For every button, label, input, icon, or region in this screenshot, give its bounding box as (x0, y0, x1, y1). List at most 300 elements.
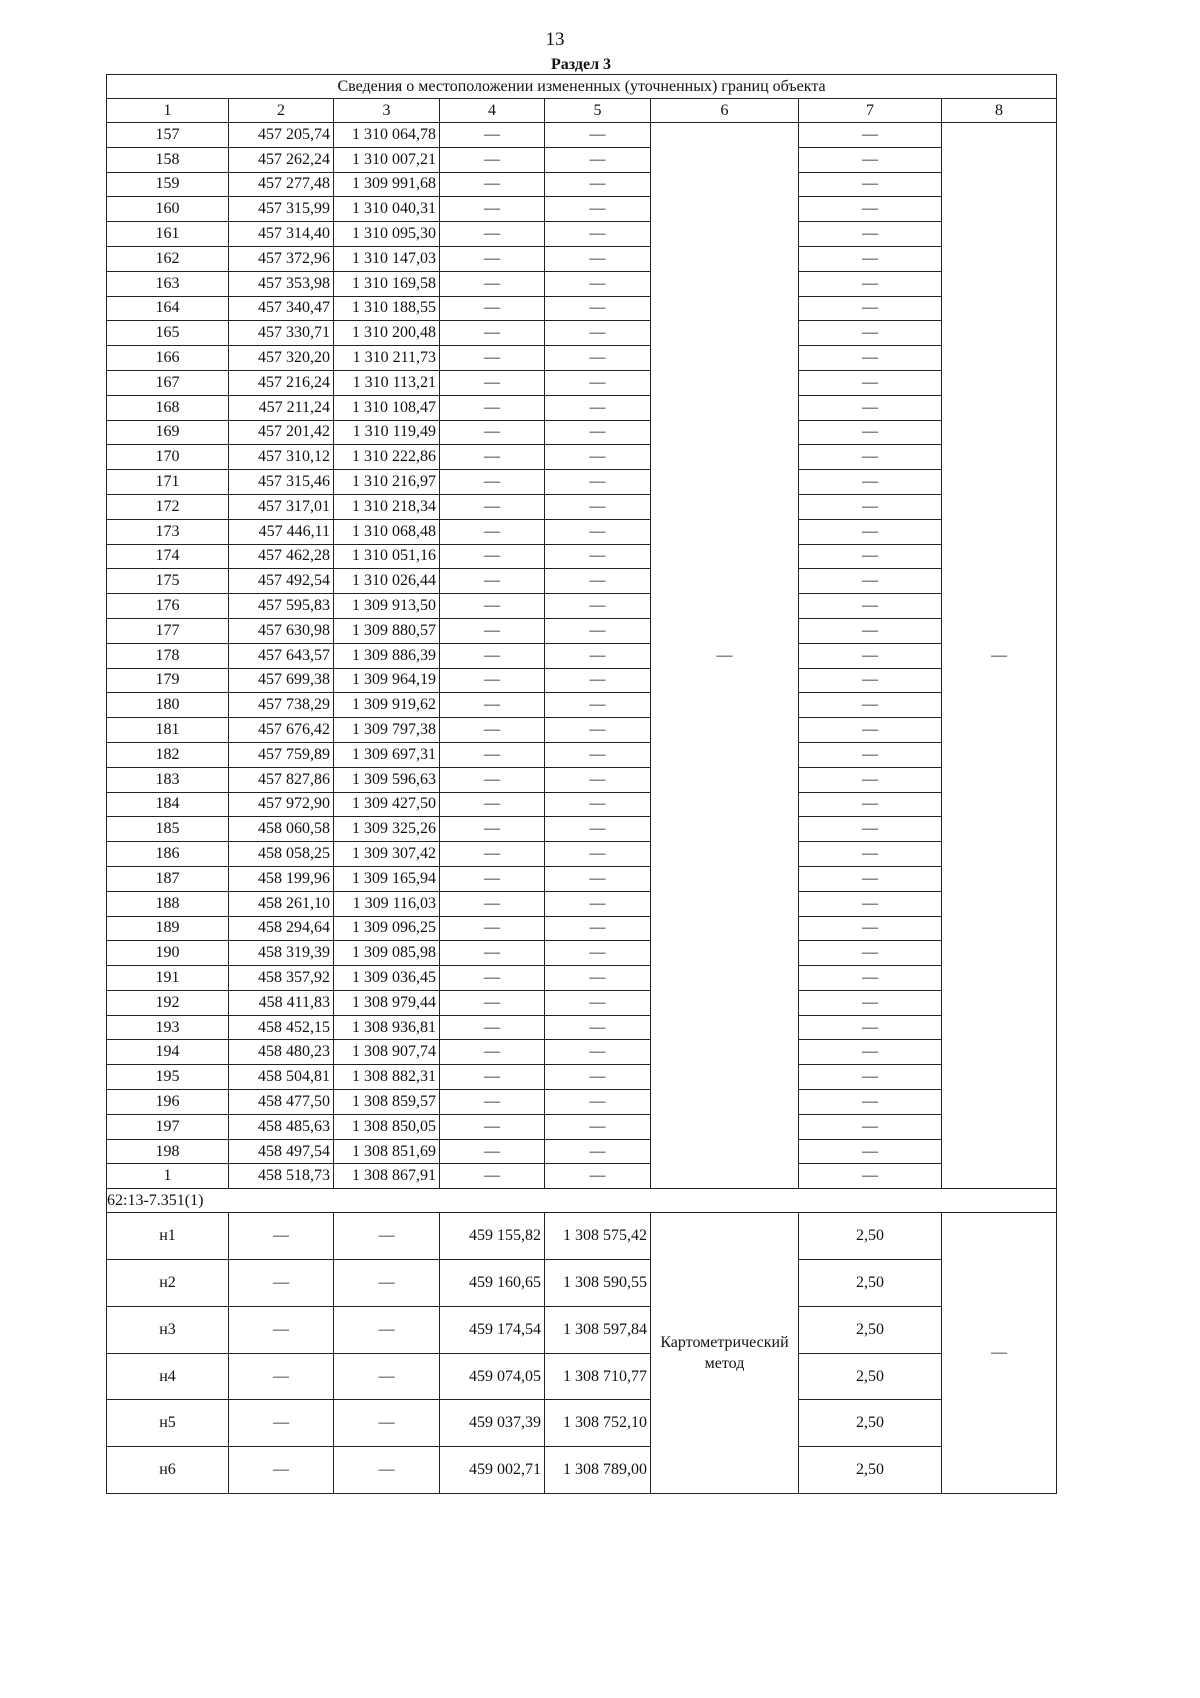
table-row (107, 520, 1057, 545)
coord-x-old: — (229, 1307, 334, 1354)
column-number: 4 (440, 99, 545, 123)
accuracy-cell: — (799, 1040, 942, 1065)
coord-x-old: 458 485,63 (229, 1115, 334, 1140)
coord-y-new: — (545, 817, 651, 842)
point-number: 178 (107, 644, 229, 669)
coord-y-old: 1 310 068,48 (334, 520, 440, 545)
coord-y-old: 1 310 188,55 (334, 297, 440, 322)
coord-y-old: 1 310 147,03 (334, 247, 440, 272)
coord-x-new: — (440, 1164, 545, 1189)
point-number: 184 (107, 793, 229, 818)
coord-y-new: — (545, 966, 651, 991)
column-number: 3 (334, 99, 440, 123)
coord-y-new: — (545, 867, 651, 892)
coord-y-old: 1 310 064,78 (334, 123, 440, 148)
accuracy-cell: — (799, 1090, 942, 1115)
coord-x-old: 457 759,89 (229, 743, 334, 768)
table-row (107, 346, 1057, 371)
coord-x-old: 457 630,98 (229, 619, 334, 644)
accuracy-cell: — (799, 222, 942, 247)
parcel-label: 62:13-7.351(1) (107, 1189, 1057, 1213)
accuracy-cell: — (799, 148, 942, 173)
coord-y-new: 1 308 752,10 (545, 1400, 651, 1447)
table-row (107, 545, 1057, 570)
table-row (107, 842, 1057, 867)
table-row (107, 1213, 1057, 1260)
accuracy-cell: — (799, 842, 942, 867)
coord-x-new: — (440, 445, 545, 470)
coord-y-new: 1 308 590,55 (545, 1260, 651, 1307)
point-number: 198 (107, 1140, 229, 1165)
coord-x-old: 457 492,54 (229, 569, 334, 594)
table-row (107, 793, 1057, 818)
table-row (107, 619, 1057, 644)
accuracy-cell: 2,50 (799, 1447, 942, 1494)
accuracy-cell: — (799, 793, 942, 818)
coord-x-new: — (440, 569, 545, 594)
coord-x-new: — (440, 495, 545, 520)
table-row (107, 371, 1057, 396)
coord-x-old: 458 058,25 (229, 842, 334, 867)
coord-x-new: — (440, 247, 545, 272)
table-row (107, 669, 1057, 694)
point-number: н6 (107, 1447, 229, 1494)
table-row (107, 917, 1057, 942)
coord-y-new: — (545, 297, 651, 322)
boundary-table (106, 74, 1057, 1494)
coord-y-new: 1 308 597,84 (545, 1307, 651, 1354)
table-row (107, 495, 1057, 520)
coord-y-new: — (545, 123, 651, 148)
coord-x-new: — (440, 371, 545, 396)
coord-x-old: 457 827,86 (229, 768, 334, 793)
coord-x-old: 457 699,38 (229, 669, 334, 694)
coord-x-old: — (229, 1400, 334, 1447)
coord-y-old: 1 309 096,25 (334, 917, 440, 942)
coord-x-old: 457 211,24 (229, 396, 334, 421)
coord-x-old: 457 372,96 (229, 247, 334, 272)
accuracy-cell: — (799, 966, 942, 991)
coord-y-new: — (545, 470, 651, 495)
point-number: 163 (107, 272, 229, 297)
coord-y-old: 1 309 913,50 (334, 594, 440, 619)
coord-y-old: 1 309 919,62 (334, 693, 440, 718)
parcel-row (107, 1189, 1057, 1213)
table-row (107, 1115, 1057, 1140)
accuracy-cell: — (799, 197, 942, 222)
table-row (107, 693, 1057, 718)
coord-y-new: — (545, 941, 651, 966)
table-row (107, 817, 1057, 842)
coord-x-new: — (440, 619, 545, 644)
accuracy-cell: — (799, 941, 942, 966)
coord-x-new: — (440, 1140, 545, 1165)
coord-x-new: — (440, 793, 545, 818)
point-number: н1 (107, 1213, 229, 1260)
coord-y-new: 1 308 710,77 (545, 1354, 651, 1401)
point-number: 174 (107, 545, 229, 570)
point-number: 158 (107, 148, 229, 173)
coord-y-new: — (545, 917, 651, 942)
accuracy-cell: — (799, 718, 942, 743)
point-number: н5 (107, 1400, 229, 1447)
coord-x-new: — (440, 768, 545, 793)
coord-y-new: — (545, 693, 651, 718)
coord-y-old: 1 310 119,49 (334, 421, 440, 446)
point-number: 160 (107, 197, 229, 222)
table-row (107, 1447, 1057, 1494)
point-number: 175 (107, 569, 229, 594)
coord-x-old: — (229, 1213, 334, 1260)
coord-x-old: 458 294,64 (229, 917, 334, 942)
point-number: 159 (107, 173, 229, 198)
accuracy-cell: 2,50 (799, 1213, 942, 1260)
column-number: 7 (799, 99, 942, 123)
table-row (107, 321, 1057, 346)
coord-x-new: — (440, 148, 545, 173)
coord-x-old: 457 595,83 (229, 594, 334, 619)
coord-y-old: — (334, 1213, 440, 1260)
table-row (107, 197, 1057, 222)
section-title: Раздел 3 (550, 56, 612, 73)
accuracy-cell: — (799, 569, 942, 594)
page-number: 13 (545, 29, 565, 50)
method-cell: — (651, 123, 799, 1189)
coord-y-old: 1 310 169,58 (334, 272, 440, 297)
coord-x-new: — (440, 892, 545, 917)
accuracy-cell: — (799, 669, 942, 694)
coord-x-old: 457 315,46 (229, 470, 334, 495)
coord-x-old: 458 411,83 (229, 991, 334, 1016)
coord-y-new: — (545, 396, 651, 421)
coord-y-old: 1 309 880,57 (334, 619, 440, 644)
coord-y-old: 1 309 085,98 (334, 941, 440, 966)
coord-y-old: — (334, 1400, 440, 1447)
coord-x-new: — (440, 917, 545, 942)
coord-y-new: — (545, 991, 651, 1016)
coord-y-new: — (545, 768, 651, 793)
coord-y-old: 1 310 211,73 (334, 346, 440, 371)
coord-x-new: — (440, 545, 545, 570)
table-row (107, 445, 1057, 470)
coord-x-old: 458 199,96 (229, 867, 334, 892)
coord-y-new: 1 308 789,00 (545, 1447, 651, 1494)
coord-y-new: — (545, 346, 651, 371)
point-number: 179 (107, 669, 229, 694)
point-number: н4 (107, 1354, 229, 1401)
point-number: 177 (107, 619, 229, 644)
coord-y-old: — (334, 1307, 440, 1354)
coord-y-old: 1 309 697,31 (334, 743, 440, 768)
coord-y-new: — (545, 222, 651, 247)
point-number: н3 (107, 1307, 229, 1354)
coord-x-old: 457 216,24 (229, 371, 334, 396)
point-number: 157 (107, 123, 229, 148)
coord-y-new: — (545, 669, 651, 694)
coord-y-new: — (545, 173, 651, 198)
accuracy-cell: — (799, 743, 942, 768)
coord-x-new: — (440, 1065, 545, 1090)
point-number: 171 (107, 470, 229, 495)
point-number: 172 (107, 495, 229, 520)
accuracy-cell: — (799, 371, 942, 396)
table-row (107, 123, 1057, 148)
point-number: 180 (107, 693, 229, 718)
coord-x-new: — (440, 470, 545, 495)
coord-y-old: 1 309 036,45 (334, 966, 440, 991)
point-number: 167 (107, 371, 229, 396)
coord-y-new: — (545, 371, 651, 396)
point-number: 166 (107, 346, 229, 371)
coord-x-new: — (440, 1040, 545, 1065)
coord-y-new: — (545, 793, 651, 818)
coord-y-old: — (334, 1260, 440, 1307)
coord-y-new: — (545, 545, 651, 570)
coord-x-new: — (440, 272, 545, 297)
coord-x-old: 458 518,73 (229, 1164, 334, 1189)
accuracy-cell: — (799, 321, 942, 346)
table-row (107, 1354, 1057, 1401)
coord-x-new: — (440, 693, 545, 718)
coord-y-old: 1 309 307,42 (334, 842, 440, 867)
coord-x-old: 458 477,50 (229, 1090, 334, 1115)
accuracy-cell: 2,50 (799, 1307, 942, 1354)
coord-x-old: 458 504,81 (229, 1065, 334, 1090)
coord-y-old: 1 308 907,74 (334, 1040, 440, 1065)
coord-y-old: 1 310 113,21 (334, 371, 440, 396)
table-row (107, 173, 1057, 198)
point-number: 173 (107, 520, 229, 545)
point-number: 191 (107, 966, 229, 991)
coord-x-old: — (229, 1260, 334, 1307)
accuracy-cell: — (799, 247, 942, 272)
column-number: 2 (229, 99, 334, 123)
table-row (107, 1090, 1057, 1115)
coord-y-new: — (545, 619, 651, 644)
coord-y-new: — (545, 644, 651, 669)
point-number: 182 (107, 743, 229, 768)
coord-x-old: 458 357,92 (229, 966, 334, 991)
accuracy-cell: — (799, 445, 942, 470)
column-number: 5 (545, 99, 651, 123)
table-row (107, 1065, 1057, 1090)
table-row (107, 1307, 1057, 1354)
coord-x-old: 458 497,54 (229, 1140, 334, 1165)
coord-x-new: — (440, 594, 545, 619)
coord-x-new: 459 074,05 (440, 1354, 545, 1401)
coord-y-old: 1 310 095,30 (334, 222, 440, 247)
table-title: Сведения о местоположении измененных (уточненных) границ объекта (107, 75, 1057, 99)
column-number: 1 (107, 99, 229, 123)
coord-x-new: — (440, 321, 545, 346)
column-number-row (107, 99, 1057, 123)
coord-x-new: — (440, 197, 545, 222)
coord-y-old: 1 310 200,48 (334, 321, 440, 346)
point-number: 162 (107, 247, 229, 272)
coord-x-new: — (440, 644, 545, 669)
coord-x-old: 457 462,28 (229, 545, 334, 570)
point-number: 170 (107, 445, 229, 470)
coord-x-old: 457 317,01 (229, 495, 334, 520)
coord-x-old: — (229, 1354, 334, 1401)
point-number: 164 (107, 297, 229, 322)
table-row (107, 272, 1057, 297)
coord-x-new: — (440, 222, 545, 247)
coord-x-old: 457 446,11 (229, 520, 334, 545)
coord-y-old: 1 310 007,21 (334, 148, 440, 173)
coord-x-new: — (440, 718, 545, 743)
table-row (107, 594, 1057, 619)
point-number: 188 (107, 892, 229, 917)
coord-x-new: — (440, 421, 545, 446)
point-number: 176 (107, 594, 229, 619)
coord-y-new: 1 308 575,42 (545, 1213, 651, 1260)
coord-x-old: 458 319,39 (229, 941, 334, 966)
coord-x-new: 459 174,54 (440, 1307, 545, 1354)
table-row (107, 966, 1057, 991)
coord-y-new: — (545, 495, 651, 520)
point-number: 169 (107, 421, 229, 446)
table-row (107, 1164, 1057, 1189)
coord-x-new: — (440, 669, 545, 694)
coord-y-old: 1 309 964,19 (334, 669, 440, 694)
coord-y-old: 1 309 991,68 (334, 173, 440, 198)
accuracy-cell: — (799, 1115, 942, 1140)
coord-y-new: — (545, 321, 651, 346)
coord-y-new: — (545, 421, 651, 446)
point-number: 193 (107, 1016, 229, 1041)
table-row (107, 718, 1057, 743)
table-row (107, 1260, 1057, 1307)
coord-x-old: 457 205,74 (229, 123, 334, 148)
accuracy-cell: — (799, 297, 942, 322)
coord-x-old: 457 262,24 (229, 148, 334, 173)
coord-y-old: 1 310 216,97 (334, 470, 440, 495)
table-row (107, 1040, 1057, 1065)
accuracy-cell: — (799, 917, 942, 942)
accuracy-cell: — (799, 619, 942, 644)
table-row (107, 297, 1057, 322)
table-row (107, 644, 1057, 669)
coord-y-old: 1 310 108,47 (334, 396, 440, 421)
point-number: 189 (107, 917, 229, 942)
coord-x-new: — (440, 1016, 545, 1041)
method-cell: Картометрический метод (651, 1213, 799, 1494)
coord-x-old: 457 972,90 (229, 793, 334, 818)
coord-x-old: 458 452,15 (229, 1016, 334, 1041)
coord-x-new: — (440, 1090, 545, 1115)
accuracy-cell: — (799, 173, 942, 198)
table-row (107, 892, 1057, 917)
coord-x-new: 459 160,65 (440, 1260, 545, 1307)
point-number: 168 (107, 396, 229, 421)
coord-x-old: 458 060,58 (229, 817, 334, 842)
coord-x-old: — (229, 1447, 334, 1494)
table-row (107, 470, 1057, 495)
coord-y-old: 1 308 882,31 (334, 1065, 440, 1090)
accuracy-cell: — (799, 991, 942, 1016)
coord-x-new: — (440, 396, 545, 421)
table-row (107, 1400, 1057, 1447)
coord-y-new: — (545, 148, 651, 173)
coord-y-old: 1 308 850,05 (334, 1115, 440, 1140)
coord-y-new: — (545, 743, 651, 768)
coord-y-old: 1 310 051,16 (334, 545, 440, 570)
coord-x-old: 457 738,29 (229, 693, 334, 718)
table-row (107, 743, 1057, 768)
coord-y-old: 1 310 222,86 (334, 445, 440, 470)
point-number: 197 (107, 1115, 229, 1140)
accuracy-cell: — (799, 470, 942, 495)
coord-x-old: 457 314,40 (229, 222, 334, 247)
point-number: 186 (107, 842, 229, 867)
coord-x-old: 457 643,57 (229, 644, 334, 669)
coord-y-old: — (334, 1354, 440, 1401)
accuracy-cell: 2,50 (799, 1400, 942, 1447)
coord-x-old: 457 330,71 (229, 321, 334, 346)
point-number: 161 (107, 222, 229, 247)
point-number: н2 (107, 1260, 229, 1307)
coord-y-new: — (545, 272, 651, 297)
coord-x-new: 459 155,82 (440, 1213, 545, 1260)
table-row (107, 396, 1057, 421)
coord-x-new: — (440, 867, 545, 892)
point-number: 181 (107, 718, 229, 743)
coord-y-new: — (545, 1140, 651, 1165)
coord-y-new: — (545, 1164, 651, 1189)
coord-y-new: — (545, 842, 651, 867)
point-number: 195 (107, 1065, 229, 1090)
point-number: 183 (107, 768, 229, 793)
coord-y-new: — (545, 247, 651, 272)
table-row (107, 941, 1057, 966)
accuracy-cell: — (799, 520, 942, 545)
point-number: 190 (107, 941, 229, 966)
table-row (107, 768, 1057, 793)
coord-x-new: — (440, 743, 545, 768)
coord-y-new: — (545, 718, 651, 743)
coord-y-new: — (545, 1040, 651, 1065)
coord-y-old: — (334, 1447, 440, 1494)
table-row (107, 867, 1057, 892)
accuracy-cell: — (799, 867, 942, 892)
coord-y-new: — (545, 445, 651, 470)
point-number: 192 (107, 991, 229, 1016)
coord-x-new: — (440, 297, 545, 322)
table-row (107, 569, 1057, 594)
accuracy-cell: — (799, 495, 942, 520)
accuracy-cell: — (799, 1065, 942, 1090)
accuracy-cell: — (799, 1016, 942, 1041)
coord-x-new: — (440, 173, 545, 198)
accuracy-cell: — (799, 272, 942, 297)
coord-y-old: 1 308 859,57 (334, 1090, 440, 1115)
coord-x-new: — (440, 520, 545, 545)
table-row (107, 148, 1057, 173)
table-row (107, 222, 1057, 247)
table-row (107, 1016, 1057, 1041)
coord-x-new: — (440, 842, 545, 867)
coord-y-old: 1 309 116,03 (334, 892, 440, 917)
coord-y-new: — (545, 197, 651, 222)
coord-x-new: — (440, 1115, 545, 1140)
coord-y-old: 1 308 979,44 (334, 991, 440, 1016)
coord-y-old: 1 309 596,63 (334, 768, 440, 793)
coord-x-old: 457 310,12 (229, 445, 334, 470)
point-number: 1 (107, 1164, 229, 1189)
accuracy-cell: — (799, 396, 942, 421)
description-cell: — (942, 123, 1057, 1189)
